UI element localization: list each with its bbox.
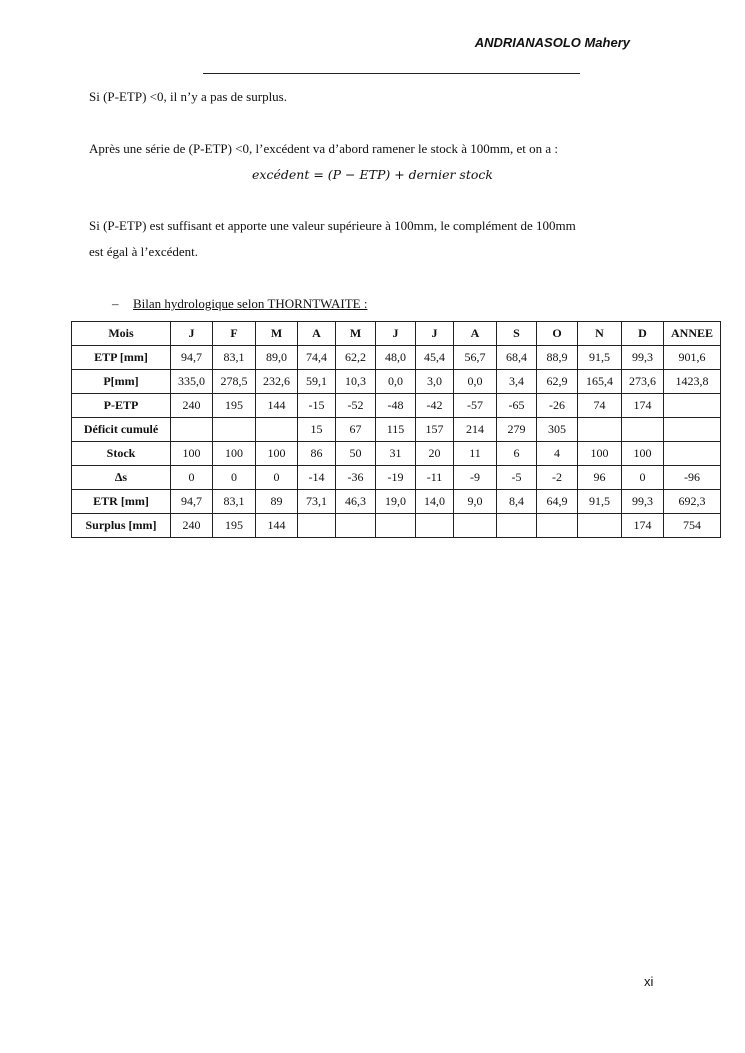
table-cell: 45,4 (416, 346, 454, 370)
table-cell: 67 (336, 418, 376, 442)
section-bullet (112, 296, 367, 312)
row-label: Surplus [mm] (72, 514, 171, 538)
table-cell: 73,1 (298, 490, 336, 514)
table-cell (537, 514, 578, 538)
table-cell (416, 514, 454, 538)
column-header: N (578, 322, 622, 346)
table-cell: 14,0 (416, 490, 454, 514)
bullet-dash: – (112, 296, 119, 311)
table-cell (298, 514, 336, 538)
table-cell: 240 (171, 514, 213, 538)
row-label: P[mm] (72, 370, 171, 394)
table-cell (171, 418, 213, 442)
table-cell: 88,9 (537, 346, 578, 370)
table-cell: 144 (256, 394, 298, 418)
table-cell: 68,4 (497, 346, 537, 370)
table-cell: 1423,8 (664, 370, 721, 394)
excedent-formula: excédent = (P − ETP) + dernier stock (252, 167, 493, 182)
table-cell: 56,7 (454, 346, 497, 370)
table-cell: -52 (336, 394, 376, 418)
table-cell: 62,2 (336, 346, 376, 370)
table-cell: -26 (537, 394, 578, 418)
section-title: Bilan hydrologique selon THORNTWAITE : (133, 296, 368, 311)
table-cell: 278,5 (213, 370, 256, 394)
table-row (72, 442, 721, 466)
column-header: A (454, 322, 497, 346)
column-header: M (336, 322, 376, 346)
column-header: J (376, 322, 416, 346)
table-cell (454, 514, 497, 538)
table-cell: 4 (537, 442, 578, 466)
column-header: S (497, 322, 537, 346)
table-cell: -5 (497, 466, 537, 490)
column-header: J (171, 322, 213, 346)
row-label: Déficit cumulé (72, 418, 171, 442)
table-cell: 6 (497, 442, 537, 466)
table-cell: -14 (298, 466, 336, 490)
table-cell: 901,6 (664, 346, 721, 370)
row-label: Stock (72, 442, 171, 466)
table-cell: 195 (213, 514, 256, 538)
table-cell: 83,1 (213, 346, 256, 370)
table-cell: 214 (454, 418, 497, 442)
table-cell: 20 (416, 442, 454, 466)
table-cell: 335,0 (171, 370, 213, 394)
header-divider (203, 73, 580, 74)
table-cell: 100 (578, 442, 622, 466)
table-cell (578, 418, 622, 442)
table-cell: 273,6 (622, 370, 664, 394)
table-cell: 89,0 (256, 346, 298, 370)
table-row (72, 466, 721, 490)
table-cell: 0 (622, 466, 664, 490)
table-cell: -96 (664, 466, 721, 490)
table-cell: -36 (336, 466, 376, 490)
table-cell: -15 (298, 394, 336, 418)
table-cell: 100 (213, 442, 256, 466)
table-cell: 50 (336, 442, 376, 466)
table-cell: 11 (454, 442, 497, 466)
table-cell: 48,0 (376, 346, 416, 370)
table-row (72, 418, 721, 442)
table-cell: 74,4 (298, 346, 336, 370)
table-cell: 144 (256, 514, 298, 538)
table-cell: 157 (416, 418, 454, 442)
table-cell: 83,1 (213, 490, 256, 514)
table-cell: 31 (376, 442, 416, 466)
column-header: A (298, 322, 336, 346)
table-cell (622, 418, 664, 442)
table-cell: -19 (376, 466, 416, 490)
table-header-row (72, 322, 721, 346)
column-header: O (537, 322, 578, 346)
table-cell: -9 (454, 466, 497, 490)
table-cell: -2 (537, 466, 578, 490)
row-label: ∆s (72, 466, 171, 490)
table-cell: 91,5 (578, 346, 622, 370)
table-cell: 94,7 (171, 490, 213, 514)
table-cell: 96 (578, 466, 622, 490)
table-cell (376, 514, 416, 538)
table-cell: 279 (497, 418, 537, 442)
table-cell: 232,6 (256, 370, 298, 394)
table-cell: 305 (537, 418, 578, 442)
table-cell (213, 418, 256, 442)
table-cell (336, 514, 376, 538)
table-cell: 0 (171, 466, 213, 490)
table-cell: 174 (622, 394, 664, 418)
table-cell: 64,9 (537, 490, 578, 514)
column-header: ANNEE (664, 322, 721, 346)
table-cell: 94,7 (171, 346, 213, 370)
table-cell: -57 (454, 394, 497, 418)
table-cell: 0 (256, 466, 298, 490)
row-label: ETR [mm] (72, 490, 171, 514)
table-cell: 86 (298, 442, 336, 466)
table-cell: 10,3 (336, 370, 376, 394)
column-header: J (416, 322, 454, 346)
table-cell: 115 (376, 418, 416, 442)
table-cell: 195 (213, 394, 256, 418)
table-cell: 46,3 (336, 490, 376, 514)
paragraph-no-surplus: Si (P-ETP) <0, il n’y a pas de surplus. (89, 89, 287, 104)
table-cell: 19,0 (376, 490, 416, 514)
table-row (72, 394, 721, 418)
table-cell: -11 (416, 466, 454, 490)
table-cell: 0 (213, 466, 256, 490)
paragraph-surplus-line1: Si (P-ETP) est suffisant et apporte une valeur supérieure à 100mm, le complément de 100mm (89, 218, 576, 233)
table-cell: -42 (416, 394, 454, 418)
table-row (72, 346, 721, 370)
table-cell (664, 394, 721, 418)
table-cell: 165,4 (578, 370, 622, 394)
table-cell: 74 (578, 394, 622, 418)
column-header: D (622, 322, 664, 346)
table-cell: 0,0 (454, 370, 497, 394)
table-row (72, 490, 721, 514)
page-number: xi (644, 974, 654, 989)
table-cell: 3,4 (497, 370, 537, 394)
table-cell: 91,5 (578, 490, 622, 514)
table-cell (578, 514, 622, 538)
table-cell: 100 (622, 442, 664, 466)
table-cell (497, 514, 537, 538)
column-header: Mois (72, 322, 171, 346)
table-cell: 3,0 (416, 370, 454, 394)
table-cell (664, 442, 721, 466)
table-cell: -48 (376, 394, 416, 418)
column-header: F (213, 322, 256, 346)
table-cell: 99,3 (622, 346, 664, 370)
table-cell: 0,0 (376, 370, 416, 394)
table-row (72, 514, 721, 538)
paragraph-surplus-line2: est égal à l’excédent. (89, 244, 198, 259)
table-cell: 62,9 (537, 370, 578, 394)
table-cell: 100 (256, 442, 298, 466)
table-cell: -65 (497, 394, 537, 418)
table-cell: 174 (622, 514, 664, 538)
table-cell (664, 418, 721, 442)
table-cell: 89 (256, 490, 298, 514)
page-header-author: ANDRIANASOLO Mahery (474, 35, 630, 50)
table-cell: 8,4 (497, 490, 537, 514)
table-cell (256, 418, 298, 442)
row-label: ETP [mm] (72, 346, 171, 370)
table-cell: 59,1 (298, 370, 336, 394)
paragraph-excedent-intro: Après une série de (P-ETP) <0, l’excédent va d’abord ramener le stock à 100mm, et on a : (89, 141, 559, 156)
table-cell: 240 (171, 394, 213, 418)
table-cell: 692,3 (664, 490, 721, 514)
table-cell: 99,3 (622, 490, 664, 514)
table-cell: 100 (171, 442, 213, 466)
table-cell: 9,0 (454, 490, 497, 514)
row-label: P-ETP (72, 394, 171, 418)
table-cell: 15 (298, 418, 336, 442)
column-header: M (256, 322, 298, 346)
table-row (72, 370, 721, 394)
table-cell: 754 (664, 514, 721, 538)
water-balance-table (71, 321, 721, 538)
